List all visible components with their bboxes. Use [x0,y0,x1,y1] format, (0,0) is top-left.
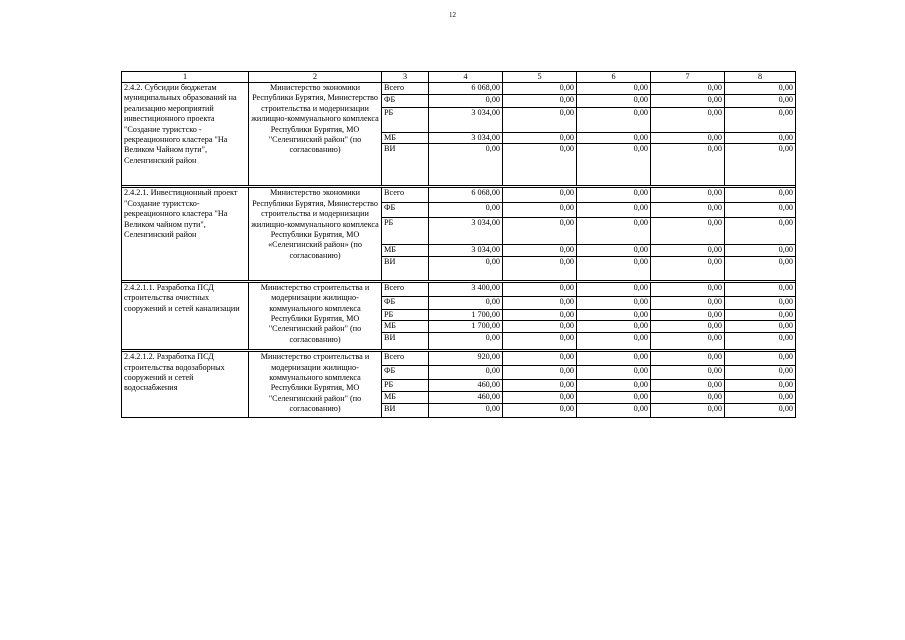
amount-cell: 0,00 [651,404,725,418]
amount-cell: 0,00 [725,133,796,144]
header-cell: 1 [122,72,249,83]
header-cell: 2 [249,72,382,83]
amount-cell: 0,00 [577,352,651,366]
amount-cell: 0,00 [725,188,796,203]
amount-cell: 0,00 [503,282,577,296]
funding-source-cell: Всего [382,352,429,366]
amount-cell: 0,00 [429,144,503,186]
amount-cell: 0,00 [577,366,651,380]
amount-cell: 0,00 [725,404,796,418]
header-cell: 4 [429,72,503,83]
amount-cell: 0,00 [503,203,577,218]
amount-cell: 0,00 [651,83,725,95]
measure-name-cell: 2.4.2.1. Инвестиционный проект "Создание туристско-рекреационного кластера "На Великом чайном пути", Селенгинский район [122,188,249,280]
amount-cell: 0,00 [577,392,651,404]
amount-cell: 1 700,00 [429,321,503,333]
table-row [122,188,796,203]
amount-cell: 0,00 [429,296,503,309]
funding-source-cell: МБ [382,392,429,404]
amount-cell: 0,00 [503,333,577,350]
amount-cell: 0,00 [725,95,796,108]
amount-cell: 0,00 [651,245,725,256]
amount-cell: 0,00 [651,352,725,366]
amount-cell: 0,00 [725,352,796,366]
amount-cell: 3 034,00 [429,108,503,133]
amount-cell: 0,00 [725,380,796,392]
amount-cell: 0,00 [651,108,725,133]
executor-cell: Министерство экономики Республики Бурятия, Министерство строительства и модернизации жилищно-коммунального комплекса Республики Бурятия, МО "Селенгинский район" (по согласованию) [249,83,382,186]
amount-cell: 0,00 [725,282,796,296]
funding-source-cell: ФБ [382,95,429,108]
amount-cell: 0,00 [725,296,796,309]
amount-cell: 920,00 [429,352,503,366]
amount-cell: 0,00 [651,296,725,309]
funding-source-cell: РБ [382,309,429,320]
amount-cell: 0,00 [725,245,796,256]
amount-cell: 0,00 [577,203,651,218]
funding-source-cell: МБ [382,321,429,333]
amount-cell: 0,00 [651,321,725,333]
amount-cell: 0,00 [503,245,577,256]
amount-cell: 460,00 [429,380,503,392]
amount-cell: 0,00 [503,108,577,133]
amount-cell: 0,00 [725,366,796,380]
amount-cell: 0,00 [651,133,725,144]
amount-cell: 0,00 [503,404,577,418]
amount-cell: 0,00 [429,404,503,418]
amount-cell: 0,00 [577,188,651,203]
amount-cell: 6 068,00 [429,188,503,203]
amount-cell: 0,00 [577,144,651,186]
funding-source-cell: ВИ [382,404,429,418]
amount-cell: 0,00 [577,108,651,133]
funding-source-cell: Всего [382,282,429,296]
header-cell: 6 [577,72,651,83]
amount-cell: 0,00 [725,203,796,218]
amount-cell: 3 034,00 [429,133,503,144]
amount-cell: 6 068,00 [429,83,503,95]
amount-cell: 0,00 [503,380,577,392]
executor-cell: Министерство строительства и модернизации жилищно-коммунального комплекса Республики Бурятия, МО "Селенгинский район" (по согласованию) [249,282,382,349]
amount-cell: 0,00 [577,321,651,333]
amount-cell: 0,00 [503,218,577,245]
funding-source-cell: МБ [382,245,429,256]
amount-cell: 0,00 [429,203,503,218]
amount-cell: 0,00 [651,256,725,280]
funding-source-cell: Всего [382,188,429,203]
amount-cell: 3 034,00 [429,218,503,245]
amount-cell: 0,00 [429,256,503,280]
amount-cell: 0,00 [503,309,577,320]
amount-cell: 0,00 [503,188,577,203]
amount-cell: 0,00 [651,366,725,380]
amount-cell: 0,00 [503,352,577,366]
amount-cell: 0,00 [503,366,577,380]
amount-cell: 0,00 [651,282,725,296]
executor-cell: Министерство строительства и модернизации жилищно-коммунального комплекса Республики Бурятия, МО "Селенгинский район" (по согласованию) [249,352,382,418]
amount-cell: 0,00 [651,309,725,320]
page-number: 12 [449,11,456,19]
amount-cell: 0,00 [725,144,796,186]
table-row [122,83,796,95]
funding-source-cell: РБ [382,380,429,392]
amount-cell: 0,00 [503,392,577,404]
amount-cell: 0,00 [651,392,725,404]
amount-cell: 0,00 [577,83,651,95]
funding-source-cell: РБ [382,108,429,133]
amount-cell: 0,00 [651,333,725,350]
header-cell: 7 [651,72,725,83]
amount-cell: 460,00 [429,392,503,404]
measure-name-cell: 2.4.2.1.1. Разработка ПСД строительства очистных сооружений и сетей канализации [122,282,249,349]
header-cell: 8 [725,72,796,83]
header-row [122,72,796,83]
amount-cell: 0,00 [651,380,725,392]
amount-cell: 0,00 [577,218,651,245]
amount-cell: 0,00 [429,366,503,380]
amount-cell: 0,00 [429,333,503,350]
amount-cell: 1 700,00 [429,309,503,320]
funding-source-cell: ВИ [382,333,429,350]
measure-name-cell: 2.4.2. Субсидии бюджетам муниципальных образований на реализацию мероприятий инвестиционного проекта "Создание туристско - рекреационного кластера "На Великом Чайном пути", Селенгинский район [122,83,249,186]
amount-cell: 0,00 [503,321,577,333]
measure-name-cell: 2.4.2.1.2. Разработка ПСД строительства водозаборных сооружений и сетей водоснабжения [122,352,249,418]
amount-cell: 0,00 [577,245,651,256]
amount-cell: 0,00 [577,133,651,144]
amount-cell: 0,00 [577,95,651,108]
amount-cell: 0,00 [503,83,577,95]
amount-cell: 0,00 [503,144,577,186]
amount-cell: 0,00 [725,108,796,133]
amount-cell: 0,00 [577,282,651,296]
amount-cell: 3 034,00 [429,245,503,256]
amount-cell: 0,00 [577,380,651,392]
amount-cell: 0,00 [725,218,796,245]
amount-cell: 0,00 [725,256,796,280]
funding-source-cell: ФБ [382,296,429,309]
amount-cell: 0,00 [503,133,577,144]
executor-cell: Министерство экономики Республики Бурятия, Министерство строительства и модернизации жилищно-коммунального комплекса Республики Бурятия, МО «Селенгинский район» (по согласованию) [249,188,382,280]
amount-cell: 3 400,00 [429,282,503,296]
amount-cell: 0,00 [503,296,577,309]
funding-source-cell: ФБ [382,366,429,380]
amount-cell: 0,00 [725,321,796,333]
amount-cell: 0,00 [577,256,651,280]
table-row [122,282,796,296]
amount-cell: 0,00 [503,95,577,108]
funding-source-cell: РБ [382,218,429,245]
amount-cell: 0,00 [725,309,796,320]
amount-cell: 0,00 [651,203,725,218]
amount-cell: 0,00 [651,188,725,203]
funding-source-cell: ВИ [382,144,429,186]
header-cell: 3 [382,72,429,83]
amount-cell: 0,00 [577,296,651,309]
funding-source-cell: МБ [382,133,429,144]
budget-table [121,71,796,418]
amount-cell: 0,00 [429,95,503,108]
amount-cell: 0,00 [651,95,725,108]
funding-source-cell: ВИ [382,256,429,280]
amount-cell: 0,00 [503,256,577,280]
amount-cell: 0,00 [577,309,651,320]
funding-source-cell: Всего [382,83,429,95]
amount-cell: 0,00 [725,83,796,95]
amount-cell: 0,00 [651,218,725,245]
amount-cell: 0,00 [651,144,725,186]
header-cell: 5 [503,72,577,83]
table-row [122,352,796,366]
amount-cell: 0,00 [725,392,796,404]
amount-cell: 0,00 [725,333,796,350]
funding-source-cell: ФБ [382,203,429,218]
amount-cell: 0,00 [577,404,651,418]
amount-cell: 0,00 [577,333,651,350]
